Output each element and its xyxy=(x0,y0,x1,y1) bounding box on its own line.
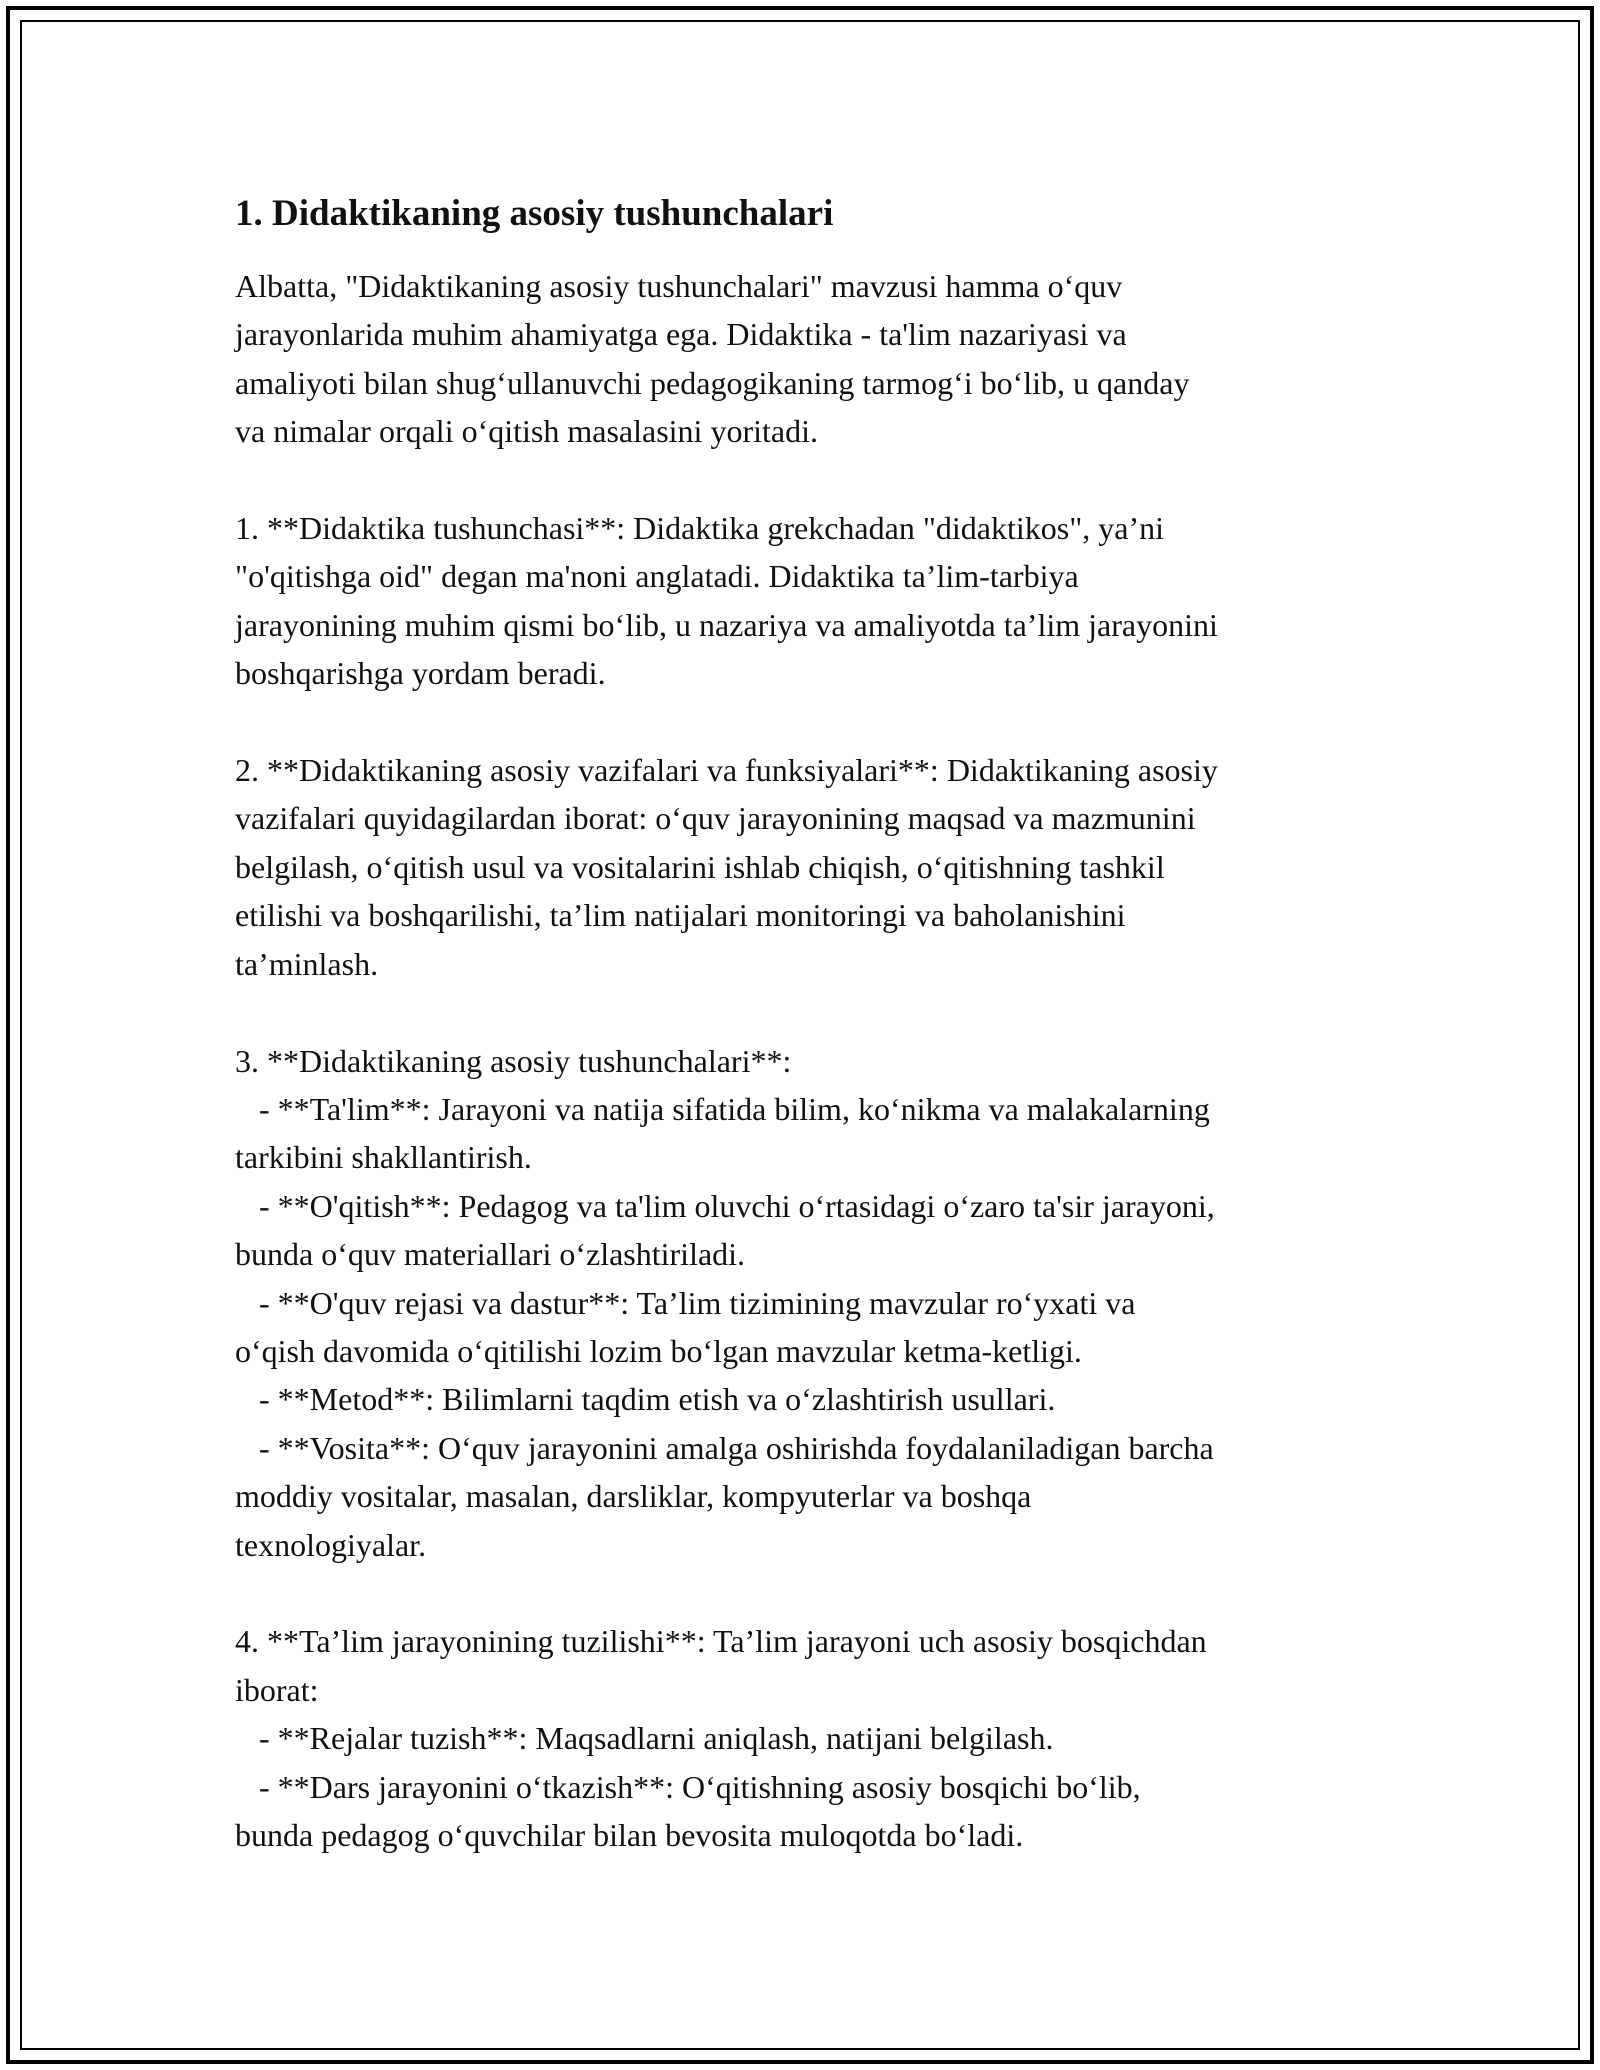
document-page xyxy=(235,188,1375,1859)
document-title: 1. Didaktikaning asosiy tushunchalari xyxy=(235,193,834,234)
document-body: Albatta, "Didaktikaning asosiy tushunchalari" mavzusi hamma o‘quv jarayonlarida muhim ahamiyatga ega. Didaktika - ta'lim nazariyasi va amaliyoti bilan shug‘ullanuvchi pedagogikaning tarmog‘i bo‘lib, u qanday va nimalar orqali o‘qitish masalasini yoritadi. 1. **Didaktika tushunchasi**: Didaktika grekchadan "didaktikos", ya’ni "o'qitishga oid" degan ma'noni anglatadi. Didaktika ta’lim-tarbiya jarayonining muhim qismi bo‘lib, u nazariya va amaliyotda ta’lim jarayonini boshqarishga yordam beradi. 2. **Didaktikaning asosiy vazifalari va funksiyalari**: Didaktikaning asosiy vazifalari quyidagilardan iborat: o‘quv jarayonining maqsad va mazmunini belgilash, o‘qitish usul va vositalarini ishlab chiqish, o‘qitishning tashkil etilishi va boshqarilishi, ta’lim natijalari monitoringi va baholanishini ta’minlash. 3. **Didaktikaning asosiy tushunchalari**: - **Ta'lim**: Jarayoni va natija sifatida bilim, ko‘nikma va malakalarning tarkibini shakllantirish. - **O'qitish**: Pedagog va ta'lim oluvchi o‘rtasidagi o‘zaro ta'sir jarayoni, bunda o‘quv materiallari o‘zlashtiriladi. - **O'quv rejasi va dastur**: Ta’lim tizimining mavzular ro‘yxati va o‘qish davomida o‘qitilishi lozim bo‘lgan mavzular ketma-ketligi. - **Metod**: Bilimlarni taqdim etish va o‘zlashtirish usullari. - **Vosita**: O‘quv jarayonini amalga oshirishda foydalaniladigan barcha moddiy vositalar, masalan, darsliklar, kompyuterlar va boshqa texnologiyalar. 4. **Ta’lim jarayonining tuzilishi**: Ta’lim jarayoni uch asosiy bosqichdan iborat: - **Rejalar tuzish**: Maqsadlarni aniqlash, natijani belgilash. - **Dars jarayonini o‘tkazish**: O‘qitishning asosiy bosqichi bo‘lib, bunda pedagog o‘quvchilar bilan bevosita muloqotda bo‘ladi. xyxy=(235,268,1218,1853)
